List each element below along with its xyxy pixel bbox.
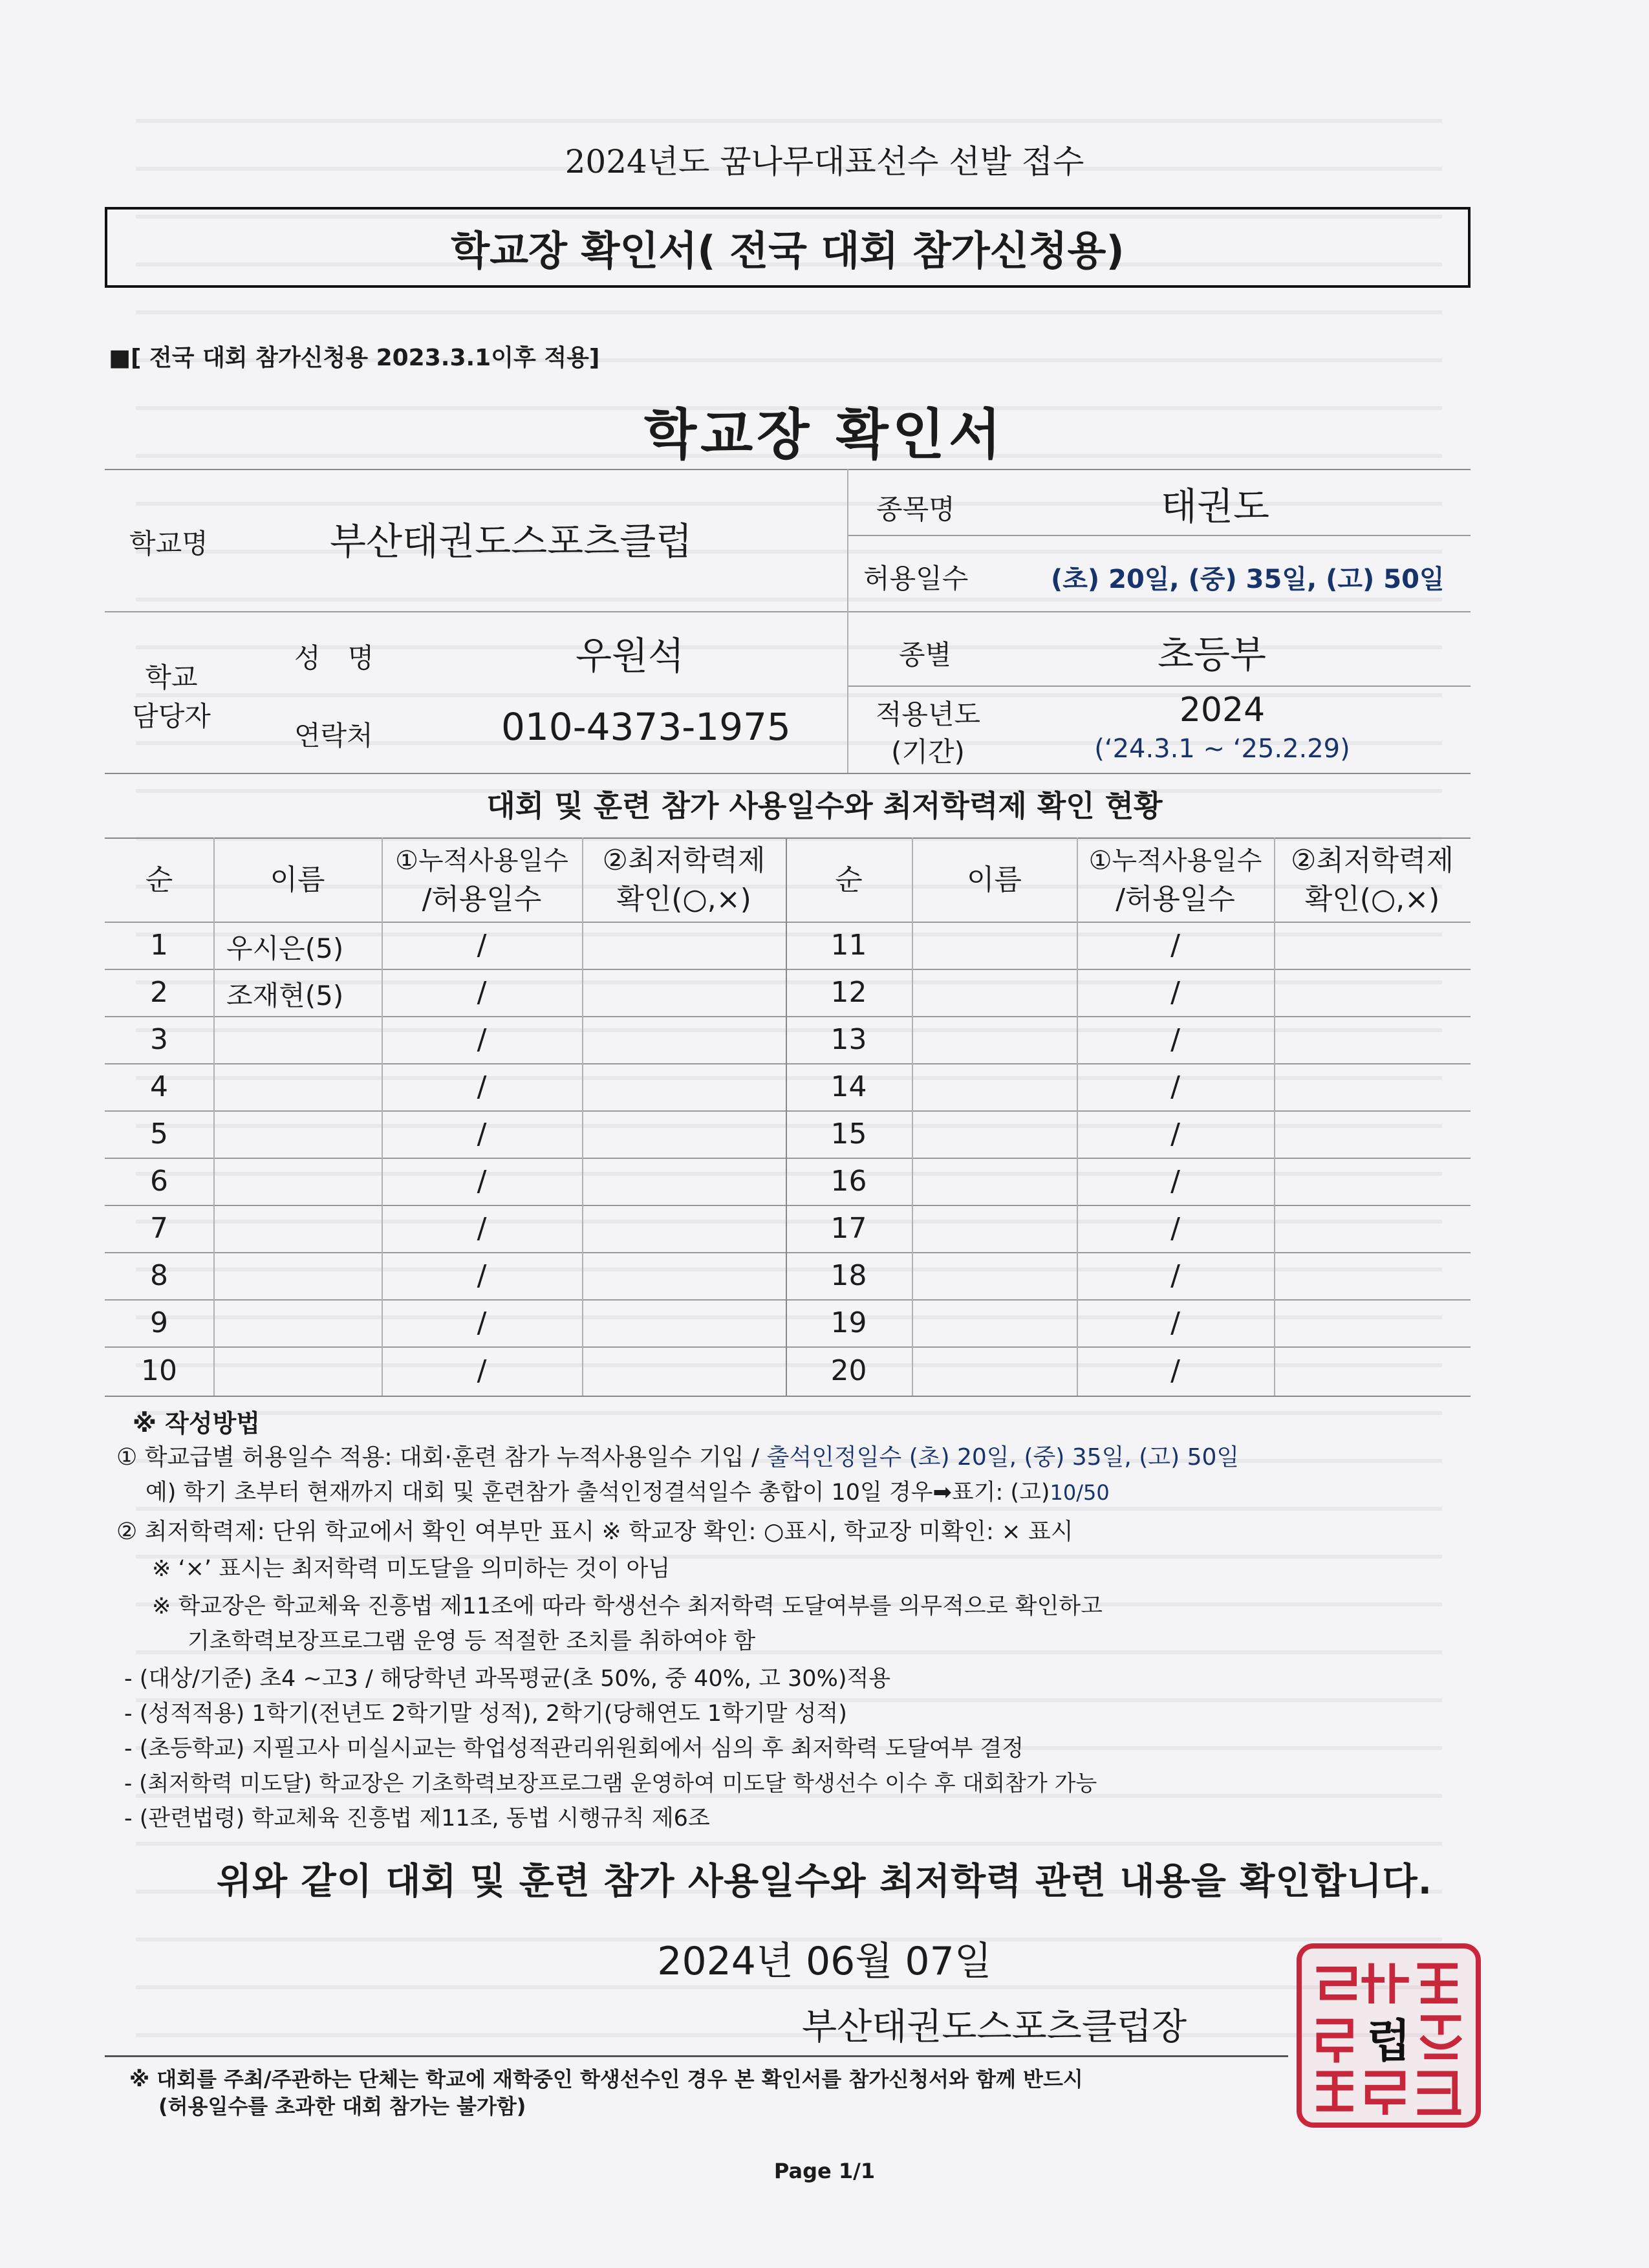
manager-label-line1: 학교 (145, 662, 198, 693)
year-value: 2024 (1179, 691, 1266, 729)
contact-label: 연락처 (294, 720, 373, 751)
method-line-1-a: ① 학교급별 허용일수 적용: 대회·훈련 참가 누적사용일수 기입 / (116, 1444, 767, 1471)
method-line-1 (116, 1439, 1239, 1472)
method-line-10: - (최저학력 미도달) 학교장은 기초학력보장프로그램 운영하여 미도달 학생선수 이수 후 대회참가 가능 (124, 1771, 1097, 1797)
manager-label-line2: 담당자 (132, 700, 211, 732)
allowed-days-value: (초) 20일, (중) 35일, (고) 50일 (1051, 565, 1445, 594)
title-box-text: 학교장 확인서( 전국 대회 참가신청용) (451, 227, 1125, 274)
row-days: / (1170, 1306, 1180, 1339)
col-days-right-line1: ①누적사용일수 (1088, 846, 1262, 876)
method-line-11: - (관련법령) 학교체육 진흥법 제11조, 동법 시행규칙 제6조 (124, 1806, 710, 1831)
year-label-line2: (기간) (891, 736, 965, 768)
row-days: / (1170, 1023, 1180, 1056)
col-no-right: 순 (835, 863, 863, 896)
row-days: / (477, 1259, 487, 1292)
col-name-right: 이름 (966, 863, 1022, 896)
col-days-left-line2: /허용일수 (422, 883, 542, 916)
row-days: / (477, 1118, 487, 1150)
method-line-1-b: 출석인정일수 (초) 20일, (중) 35일, (고) 50일 (766, 1444, 1240, 1471)
official-seal (1297, 1943, 1481, 2128)
row-number: 13 (830, 1023, 867, 1056)
row-days: / (477, 976, 487, 1009)
row-days: / (477, 1212, 487, 1245)
row-days: / (477, 1070, 487, 1103)
confirmation-statement: 위와 같이 대회 및 훈련 참가 사용일수와 최저학력 관련 내용을 확인합니다. (216, 1861, 1433, 1903)
bottom-note-line-1: ※ 대회를 주최/주관하는 단체는 학교에 재학중인 학생선수인 경우 본 확인서를 참가신청서와 함께 반드시 (129, 2067, 1083, 2091)
row-days: / (1170, 1354, 1180, 1387)
title-box (105, 207, 1471, 288)
row-name: 우시은(5) (226, 933, 344, 964)
year-label-line1: 적용년도 (875, 698, 981, 730)
type-label: 종별 (899, 639, 952, 671)
row-number: 4 (150, 1070, 168, 1103)
school-value: 부산태권도스포츠클럽 (330, 519, 693, 563)
row-number: 19 (830, 1306, 867, 1339)
signer-name: 부산태권도스포츠클럽장 (802, 2006, 1187, 2048)
table-title: 대회 및 훈련 참가 사용일수와 최저학력제 확인 현황 (486, 788, 1163, 823)
col-grade-left-line1: ②최저학력제 (602, 844, 766, 877)
row-number: 5 (150, 1118, 168, 1150)
row-days: / (1170, 976, 1180, 1009)
row-days: / (1170, 929, 1180, 962)
method-line-6: 기초학력보장프로그램 운영 등 적절한 조치를 취하여야 함 (188, 1628, 756, 1654)
seal-icon (1302, 1949, 1476, 2122)
period-value: (‘24.3.1 ~ ‘25.2.29) (1094, 734, 1350, 764)
row-days: / (477, 1165, 487, 1198)
name-label: 성 명 (294, 642, 374, 674)
col-grade-left-line2: 확인(○,×) (616, 883, 751, 916)
row-number: 20 (830, 1354, 867, 1387)
issue-date: 2024년 06월 07일 (657, 1939, 992, 1984)
row-number: 18 (830, 1259, 867, 1292)
row-number: 15 (830, 1118, 867, 1150)
method-line-2-a: 예) 학기 초부터 현재까지 대회 및 훈련참가 출석인정결석일수 총합이 10일 경우➡표기: (고) (146, 1480, 1050, 1506)
col-grade-right-line1: ②최저학력제 (1291, 844, 1454, 877)
row-number: 17 (830, 1212, 867, 1245)
method-heading: ※ 작성방법 (133, 1409, 261, 1438)
row-name: 조재현(5) (226, 980, 344, 1011)
sport-label: 종목명 (876, 493, 955, 525)
top-line: 2024년도 꿈나무대표선수 선발 접수 (565, 143, 1084, 180)
row-days: / (477, 1354, 487, 1387)
row-number: 11 (830, 929, 867, 962)
row-number: 16 (830, 1165, 867, 1198)
school-label: 학교명 (129, 528, 208, 559)
row-number: 7 (150, 1212, 168, 1245)
method-line-8: - (성적적용) 1학기(전년도 2학기말 성적), 2학기(당해연도 1학기말 성적) (124, 1701, 847, 1727)
application-note: ■[ 전국 대회 참가신청용 2023.3.1이후 적용] (109, 345, 600, 371)
row-days: / (477, 1023, 487, 1056)
row-days: / (1170, 1212, 1180, 1245)
row-days: / (1170, 1259, 1180, 1292)
row-number: 6 (150, 1165, 168, 1198)
main-title: 학교장 확인서 (643, 403, 1006, 466)
bottom-note-line-2: (허용일수를 초과한 대회 참가는 불가함) (158, 2094, 526, 2119)
col-no-left: 순 (145, 863, 173, 896)
method-line-4: ※ ‘×’ 표시는 최저학력 미도달을 의미하는 것이 아님 (152, 1556, 671, 1582)
method-line-2 (146, 1474, 1110, 1507)
method-line-5: ※ 학교장은 학교체육 진흥법 제11조에 따라 학생선수 최저학력 도달여부를 의무적으로 확인하고 (152, 1593, 1103, 1619)
row-number: 1 (150, 929, 168, 962)
col-grade-right-line2: 확인(○,×) (1304, 883, 1440, 916)
method-line-3: ② 최저학력제: 단위 학교에서 확인 여부만 표시 ※ 학교장 확인: ○표시, 학교장 미확인: × 표시 (116, 1518, 1073, 1545)
row-days: / (1170, 1070, 1180, 1103)
contact-value: 010-4373-1975 (501, 705, 791, 749)
row-number: 10 (141, 1354, 177, 1387)
row-number: 3 (150, 1023, 168, 1056)
col-name-left: 이름 (270, 863, 325, 896)
row-days: / (477, 1306, 487, 1339)
page-number: Page 1/1 (773, 2159, 876, 2183)
row-number: 14 (830, 1070, 867, 1103)
method-line-2-b: 10/50 (1050, 1480, 1110, 1505)
method-line-7: - (대상/기준) 초4 ~고3 / 해당학년 과목평균(초 50%, 중 40%, 고 30%)적용 (124, 1666, 891, 1692)
row-number: 9 (150, 1306, 168, 1339)
row-days: / (477, 929, 487, 962)
row-number: 8 (150, 1259, 168, 1292)
name-value: 우원석 (576, 634, 685, 678)
col-days-left-line1: ①누적사용일수 (395, 846, 568, 876)
type-value: 초등부 (1158, 632, 1267, 676)
svg-text:럽: 럽 (1366, 2014, 1411, 2068)
row-number: 12 (830, 976, 867, 1009)
allowed-days-label: 허용일수 (863, 563, 969, 594)
sport-value: 태권도 (1161, 484, 1270, 528)
row-days: / (1170, 1165, 1180, 1198)
row-days: / (1170, 1118, 1180, 1150)
col-days-right-line2: /허용일수 (1116, 883, 1235, 916)
method-line-9: - (초등학교) 지필고사 미실시교는 학업성적관리위원회에서 심의 후 최저학력 도달여부 결정 (124, 1736, 1024, 1762)
row-number: 2 (150, 976, 168, 1009)
